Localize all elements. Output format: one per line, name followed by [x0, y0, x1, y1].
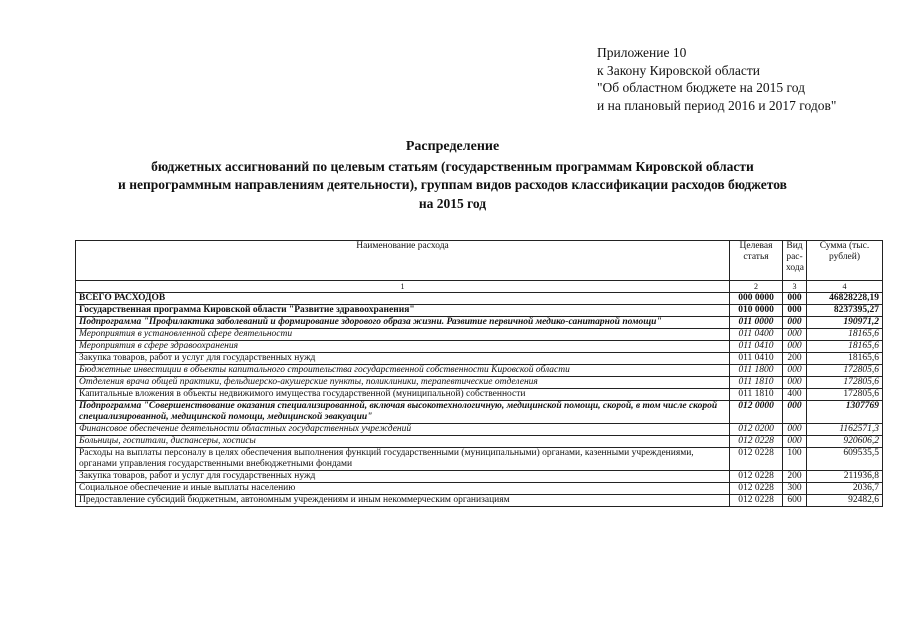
- row-type: 000: [783, 329, 807, 341]
- row-name: Отделения врача общей практики, фельдшерско-акушерские пункты, поликлиники, терапевтические отделения: [76, 377, 730, 389]
- row-article: 010 0000: [730, 305, 783, 317]
- header-article: [730, 241, 783, 281]
- table-row: [76, 424, 883, 436]
- table-row: [76, 329, 883, 341]
- row-type: 600: [783, 495, 807, 507]
- row-article: 011 1800: [730, 365, 783, 377]
- row-article: 012 0200: [730, 424, 783, 436]
- header-name: Наименование расхода: [76, 241, 730, 281]
- row-article: 012 0228: [730, 495, 783, 507]
- header-type-line-3: хода: [786, 263, 804, 273]
- header-type-line-2: рас-: [786, 252, 803, 262]
- row-article: 011 0000: [730, 317, 783, 329]
- header-type: [783, 241, 807, 281]
- row-name: Мероприятия в сфере здравоохранения: [76, 341, 730, 353]
- row-name: ВСЕГО РАСХОДОВ: [76, 293, 730, 305]
- row-article: 011 0410: [730, 353, 783, 365]
- row-type: 200: [783, 353, 807, 365]
- appendix-line-3: "Об областном бюджете на 2015 год: [597, 80, 805, 95]
- table-row: [76, 436, 883, 448]
- row-sum: 1307769: [807, 401, 883, 424]
- row-name: Закупка товаров, работ и услуг для государственных нужд: [76, 353, 730, 365]
- row-article: 011 0410: [730, 341, 783, 353]
- row-name: Подпрограмма "Совершенствование оказания специализированной, включая высокотехнологичную, медицинской помощи, скорой, в том числе скорой специализированной, медицинской помощи, медицинской эвакуации": [76, 401, 730, 424]
- row-name: Социальное обеспечение и иные выплаты населению: [76, 483, 730, 495]
- appendix-line-4: и на плановый период 2016 и 2017 годов": [597, 97, 837, 113]
- row-article: 012 0228: [730, 483, 783, 495]
- row-name: Предоставление субсидий бюджетным, автономным учреждениям и иным некоммерческим организациям: [76, 495, 730, 507]
- row-type: 400: [783, 389, 807, 401]
- row-name: Государственная программа Кировской области "Развитие здравоохранения": [76, 305, 730, 317]
- row-sum: 920606,2: [807, 436, 883, 448]
- row-article: 012 0000: [730, 401, 783, 424]
- table-row: [76, 448, 883, 471]
- table-row: [76, 495, 883, 507]
- table-row: [76, 401, 883, 424]
- row-article: 011 1810: [730, 377, 783, 389]
- table-row: [76, 317, 883, 329]
- table-row: [76, 365, 883, 377]
- table-row: [76, 483, 883, 495]
- row-sum: 1162571,3: [807, 424, 883, 436]
- row-sum: 92482,6: [807, 495, 883, 507]
- row-sum: 18165,6: [807, 341, 883, 353]
- table-row: [76, 341, 883, 353]
- header-article-text: Целевая статья: [739, 241, 773, 262]
- budget-table: [75, 240, 883, 507]
- row-article: 012 0228: [730, 436, 783, 448]
- row-name: Капитальные вложения в объекты недвижимого имущества государственной (муниципальной) собственности: [76, 389, 730, 401]
- document-heading: [100, 138, 805, 213]
- row-type: 200: [783, 471, 807, 483]
- appendix-line-2: к Закону Кировской области: [597, 62, 761, 78]
- row-name: Финансовое обеспечение деятельности областных государственных учреждений: [76, 424, 730, 436]
- row-sum: 8237395,27: [807, 305, 883, 317]
- row-article: 000 0000: [730, 293, 783, 305]
- row-type: 000: [783, 401, 807, 424]
- row-article: 011 1810: [730, 389, 783, 401]
- row-sum: 2036,7: [807, 483, 883, 495]
- row-type: 000: [783, 377, 807, 389]
- row-type: 000: [783, 305, 807, 317]
- row-sum: 609535,5: [807, 448, 883, 471]
- row-type: 000: [783, 341, 807, 353]
- header-type-line-1: Вид: [786, 241, 803, 251]
- row-sum: 46828228,19: [807, 293, 883, 305]
- row-sum: 211936,8: [807, 471, 883, 483]
- row-article: 011 0400: [730, 329, 783, 341]
- row-name: Мероприятия в установленной сфере деятельности: [76, 329, 730, 341]
- row-article: 012 0228: [730, 471, 783, 483]
- table-row: [76, 377, 883, 389]
- row-name: Расходы на выплаты персоналу в целях обеспечения выполнения функций государственными (муниципальными) органами, казенными учреждениями, органами управления государственными внебюджетными фондами: [76, 448, 730, 471]
- column-number-row: [76, 281, 883, 293]
- heading-title: Распределение: [405, 139, 500, 154]
- row-sum: 172805,6: [807, 365, 883, 377]
- row-sum: 172805,6: [807, 377, 883, 389]
- row-name: Подпрограмма "Профилактика заболеваний и формирование здорового образа жизни. Развитие первичной медико-санитарной помощи": [76, 317, 730, 329]
- table-row: [76, 305, 883, 317]
- header-sum: Сумма (тыс. рублей): [807, 241, 883, 281]
- row-type: 000: [783, 365, 807, 377]
- row-sum: 172805,6: [807, 389, 883, 401]
- heading-line-4: на 2015 год: [418, 195, 487, 211]
- col-number-1: 1: [76, 281, 730, 293]
- heading-line-3: и непрограммным направлениям деятельности), группам видов расходов классификации расходов бюджетов: [118, 177, 787, 192]
- appendix-note: [597, 44, 836, 114]
- row-sum: 18165,6: [807, 329, 883, 341]
- table-header-row: [76, 241, 883, 281]
- col-number-4: 4: [807, 281, 883, 293]
- table-row: [76, 471, 883, 483]
- appendix-line-1: Приложение 10: [597, 45, 687, 60]
- row-type: 100: [783, 448, 807, 471]
- row-type: 300: [783, 483, 807, 495]
- row-type: 000: [783, 424, 807, 436]
- row-article: 012 0228: [730, 448, 783, 471]
- col-number-3: 3: [783, 281, 807, 293]
- row-type: 000: [783, 293, 807, 305]
- row-type: 000: [783, 317, 807, 329]
- row-name: Закупка товаров, работ и услуг для государственных нужд: [76, 471, 730, 483]
- row-name: Бюджетные инвестиции в объекты капитального строительства государственной собственности Кировской области: [76, 365, 730, 377]
- table-row: [76, 389, 883, 401]
- row-name: Больницы, госпитали, диспансеры, хосписы: [76, 436, 730, 448]
- row-sum: 18165,6: [807, 353, 883, 365]
- heading-line-2: бюджетных ассигнований по целевым статьям (государственным программам Кировской области: [151, 158, 754, 174]
- row-sum: 190971,2: [807, 317, 883, 329]
- row-type: 000: [783, 436, 807, 448]
- col-number-2: 2: [730, 281, 783, 293]
- table-row: [76, 293, 883, 305]
- table-row: [76, 353, 883, 365]
